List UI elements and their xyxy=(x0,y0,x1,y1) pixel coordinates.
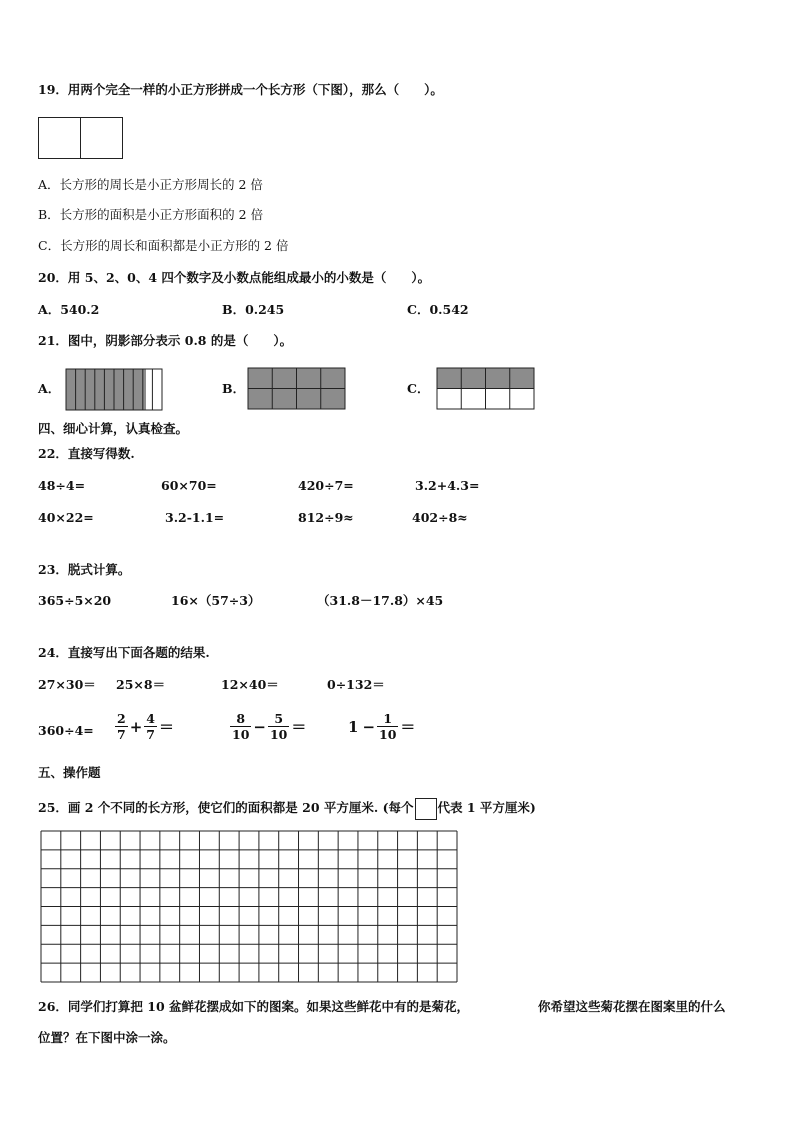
numerator: 5 xyxy=(268,711,289,727)
unit-square-icon xyxy=(415,798,437,820)
q24-f2-frac-b xyxy=(268,711,289,742)
q20-option-b[interactable]: B．0.245 xyxy=(222,302,285,317)
q24-r1-c1: 27×30＝ xyxy=(38,677,96,692)
q22-r1-c1: 48÷4= xyxy=(38,478,86,493)
section4-heading: 四、细心计算，认真检查。 xyxy=(38,421,189,436)
q20-option-c[interactable]: C．0.542 xyxy=(407,302,469,317)
q24-fraction-expr-1 xyxy=(115,711,176,742)
q21-figure-b[interactable] xyxy=(247,367,347,411)
q19-rectangle-figure xyxy=(38,117,123,159)
denominator: 7 xyxy=(117,727,126,742)
q22-r2-c3: 812÷9≈ xyxy=(298,510,354,525)
q23-stem: 23．脱式计算。 xyxy=(38,562,131,577)
q22-r1-c3: 420÷7= xyxy=(298,478,354,493)
q25-stem-part-b: 代表 1 平方厘米) xyxy=(437,800,536,815)
q21-stem: 21．图中，阴影部分表示 0.8 的是（ ）。 xyxy=(38,333,293,348)
q24-stem: 24．直接写出下面各题的结果. xyxy=(38,645,210,660)
q22-r2-c2: 3.2-1.1= xyxy=(165,510,225,525)
numerator: 4 xyxy=(146,711,155,726)
section5-heading: 五、操作题 xyxy=(38,765,101,780)
equals-sign: ＝ xyxy=(400,718,416,736)
q20-option-a[interactable]: A．540.2 xyxy=(38,302,100,317)
q24-fraction-expr-3 xyxy=(346,711,417,742)
q24-f1-frac-a xyxy=(115,711,128,742)
q22-stem: 22．直接写得数. xyxy=(38,446,135,461)
q25-stem-part-a: 25．画 2 个不同的长方形，使它们的面积都是 20 平方厘米. (每个 xyxy=(38,800,414,815)
q21-label-c[interactable]: C． xyxy=(407,381,430,396)
q25-drawing-grid[interactable] xyxy=(40,830,460,985)
plus-operator: + xyxy=(129,717,143,736)
q21-label-b[interactable]: B． xyxy=(222,381,246,396)
q20-stem: 20．用 5、2、0、4 四个数字及小数点能组成最小的小数是（ ）。 xyxy=(38,270,431,285)
q24-f3-frac xyxy=(377,711,398,742)
q24-r1-c4: 0÷132＝ xyxy=(327,677,385,692)
q26-line1-part-a: 26．同学们打算把 10 盆鲜花摆成如下的图案。如果这些鲜花中有的是菊花， xyxy=(38,999,469,1014)
q22-r2-c1: 40×22= xyxy=(38,510,94,525)
q22-r1-c2: 60×70= xyxy=(161,478,217,493)
equals-sign: ＝ xyxy=(158,718,174,736)
q24-r1-c3: 12×40＝ xyxy=(221,677,279,692)
denominator: 10 xyxy=(232,727,250,742)
q19-stem: 19．用两个完全一样的小正方形拼成一个长方形（下图），那么（ ）。 xyxy=(38,82,443,97)
minus-operator: − xyxy=(362,717,376,736)
q26-line2: 位置？在下图中涂一涂。 xyxy=(38,1030,176,1045)
q21-figure-c[interactable] xyxy=(436,367,536,411)
q22-r2-c4: 402÷8≈ xyxy=(412,510,468,525)
q24-fraction-expr-2 xyxy=(230,711,308,742)
q21-figure-a[interactable] xyxy=(65,368,165,412)
denominator: 10 xyxy=(269,727,288,742)
numerator: 2 xyxy=(117,711,126,726)
q23-item-2: 16×（57÷3） xyxy=(171,593,261,608)
numerator: 1 xyxy=(377,711,398,727)
q21-label-a[interactable]: A． xyxy=(38,381,61,396)
q19-divider xyxy=(80,118,81,158)
whole-number: 1 xyxy=(348,717,359,736)
q24-r1-c2: 25×8＝ xyxy=(116,677,166,692)
q21-a-shaded xyxy=(66,369,146,410)
equals-sign: ＝ xyxy=(291,718,307,736)
q19-option-c[interactable]: C．长方形的周长和面积都是小正方形的 2 倍 xyxy=(38,238,289,253)
q22-r1-c4: 3.2+4.3= xyxy=(415,478,480,493)
q24-r2-c1: 360÷4= xyxy=(38,723,94,738)
q19-option-b[interactable]: B．长方形的面积是小正方形面积的 2 倍 xyxy=(38,207,264,222)
q23-item-1: 365÷5×20 xyxy=(38,593,112,608)
numerator: 8 xyxy=(230,711,251,727)
minus-operator: − xyxy=(253,717,266,736)
q26-line1-part-b: 你希望这些菊花摆在图案里的什么 xyxy=(538,999,726,1014)
q25-stem xyxy=(38,797,536,820)
denominator: 10 xyxy=(379,727,397,742)
q23-item-3: （31.8－17.8）×45 xyxy=(317,593,444,608)
denominator: 7 xyxy=(146,727,155,742)
q24-f2-frac-a xyxy=(230,711,251,742)
q24-f1-frac-b xyxy=(144,711,157,742)
q19-option-a[interactable]: A．长方形的周长是小正方形周长的 2 倍 xyxy=(38,177,263,192)
